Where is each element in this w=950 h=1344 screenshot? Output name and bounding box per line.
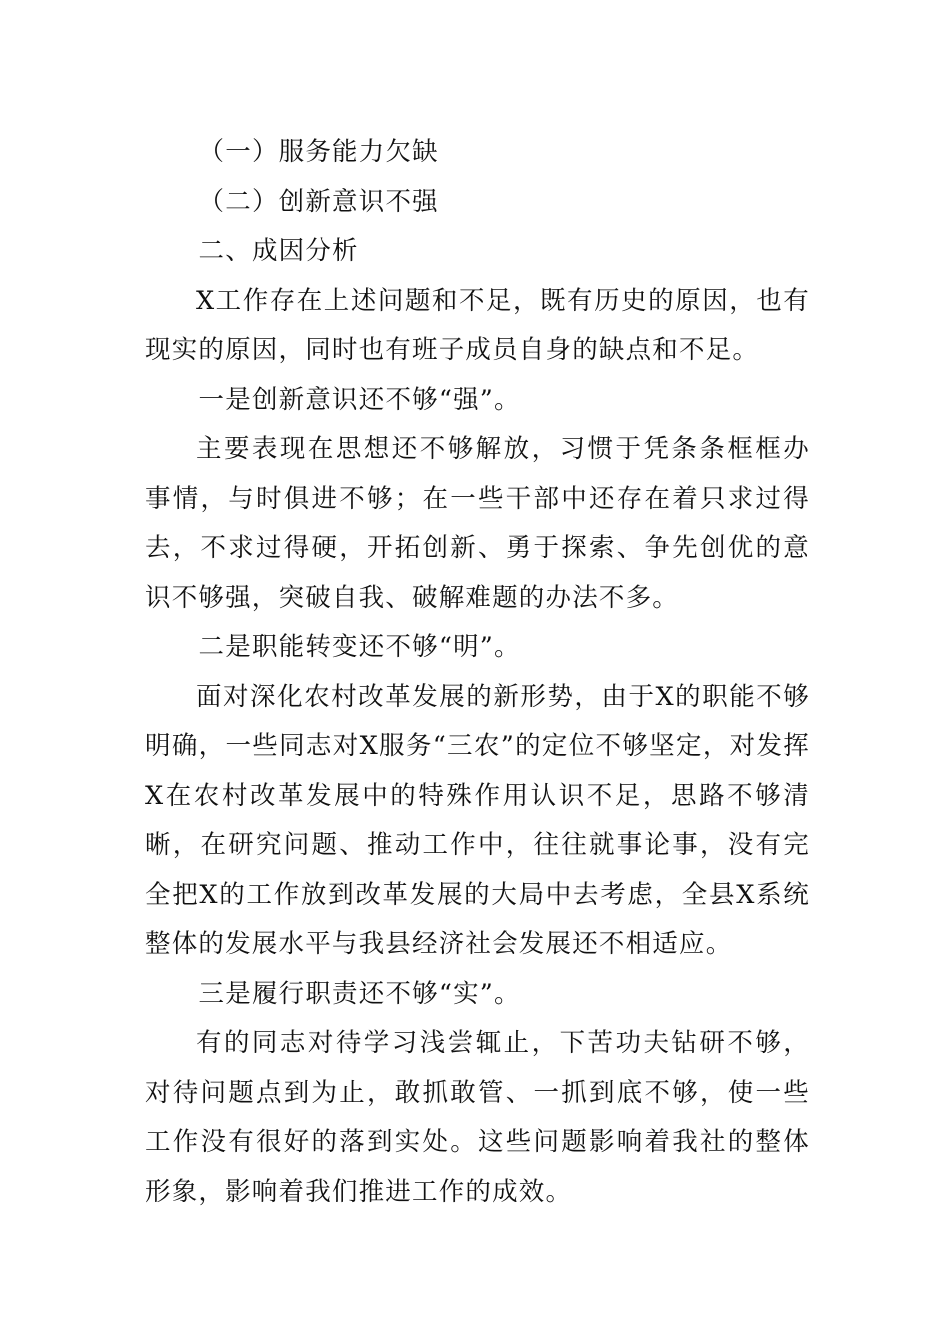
- paragraph-point-3: 有的同志对待学习浅尝辄止，下苦功夫钻研不够，对待问题点到为止，敢抓敢管、一抓到底不够，使一些工作没有很好的落到实处。这些问题影响着我社的整体形象，影响着我们推进工作的成效。: [145, 1028, 810, 1207]
- paragraph-intro: X工作存在上述问题和不足，既有历史的原因，也有现实的原因，同时也有班子成员自身的缺点和不足。: [145, 285, 810, 365]
- point-heading-1: 一是创新意识还不够“强”。: [198, 384, 521, 415]
- paragraph-point-1: 主要表现在思想还不够解放，习惯于凭条条框框办事情，与时俱进不够；在一些干部中还存在着只求过得去，不求过得硬，开拓创新、勇于探索、争先创优的意识不够强，突破自我、破解难题的办法不多。: [145, 434, 810, 613]
- document-body: [145, 128, 810, 1217]
- section-heading-cause-analysis: 二、成因分析: [198, 236, 359, 266]
- point-heading-3: 三是履行职责还不够“实”。: [198, 978, 521, 1009]
- subsection-heading-2: （二）创新意识不强: [198, 186, 439, 217]
- paragraph-point-2: 面对深化农村改革发展的新形势，由于X的职能不够明确，一些同志对X服务“三农”的定位不够坚定，对发挥X在农村改革发展中的特殊作用认识不足，思路不够清晰，在研究问题、推动工作中，往往就事论事，没有完全把X的工作放到改革发展的大局中去考虑，全县X系统整体的发展水平与我县经济社会发展还不相适应。: [145, 681, 810, 959]
- subsection-heading-1: （一）服务能力欠缺: [198, 137, 439, 167]
- point-heading-2: 二是职能转变还不够“明”。: [198, 632, 521, 662]
